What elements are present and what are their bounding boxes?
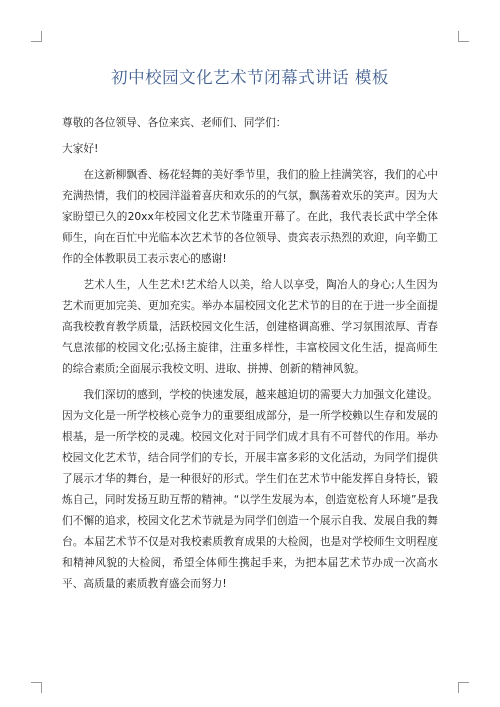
body-paragraph: 我们深切的感到，学校的快速发展，越来越迫切的需要大力加强文化建设。因为文化是一所学校核心竞争力的重要组成部分，是一所学校赖以生存和发展的根基，是一所学校的灵魂。校园文化对于同学们成才具有不可替代的作用。举办校园文化艺术节，结合同学们的专长，开展丰富多彩的文化活动，为同学们提供了展示才华的舞台，是一种很好的形式。学生们在艺术节中能发挥自身特长，锻炼自己，同时发扬互助互帮的精神。“以学生发展为本，创造宽松育人环境”是我们不懈的追求，校园文化艺术节就是为同学们创造一个展示自我、发展自我的舞台。本届艺术节不仅是对我校素质教育成果的大检阅，也是对学校师生文明程度和精神风貌的大检阅，希望全体师生携起手来，为把本届艺术节办成一次高水平、高质量的素质教育盛会而努力! <box>62 388 438 590</box>
greeting: 大家好! <box>62 142 99 155</box>
body-paragraph: 艺术人生，人生艺术!艺术给人以美，给人以享受，陶冶人的身心;人生因为艺术而更加完美、更加充实。举办本届校园文化艺术节的目的在于进一步全面提高我校教育教学质量，活跃校园文化生活，创建格调高雅、学习氛围浓厚、青春气息浓郁的校园文化;弘扬主旋律，注重多样性，丰富校园文化生活，提高师生的综合素质;全面展示我校文明、进取、拼搏、创新的精神风貌。 <box>62 278 438 375</box>
document-body <box>62 112 438 599</box>
page-corner-mark-bottom-left <box>31 682 42 693</box>
document-title: 初中校园文化艺术节闭幕式讲话 模板 <box>111 68 389 87</box>
page-corner-mark-top-right <box>458 31 469 42</box>
page-corner-mark-top-left <box>31 31 42 42</box>
body-paragraph: 在这新柳飘香、杨花轻舞的美好季节里，我们的脸上挂满笑容，我们的心中充满热情，我们的校园洋溢着喜庆和欢乐的的气氛，飘荡着欢乐的笑声。因为大家盼望已久的20xx年校园文化艺术节隆重开幕了。在此，我代表长武中学全体师生，向在百忙中光临本次艺术节的各位领导、贵宾表示热烈的欢迎，向辛勤工作的全体教职员工表示衷心的感谢! <box>62 168 438 265</box>
page-corner-mark-bottom-right <box>458 682 469 693</box>
salutation: 尊敬的各位领导、各位来宾、老师们、同学们： <box>62 116 287 129</box>
